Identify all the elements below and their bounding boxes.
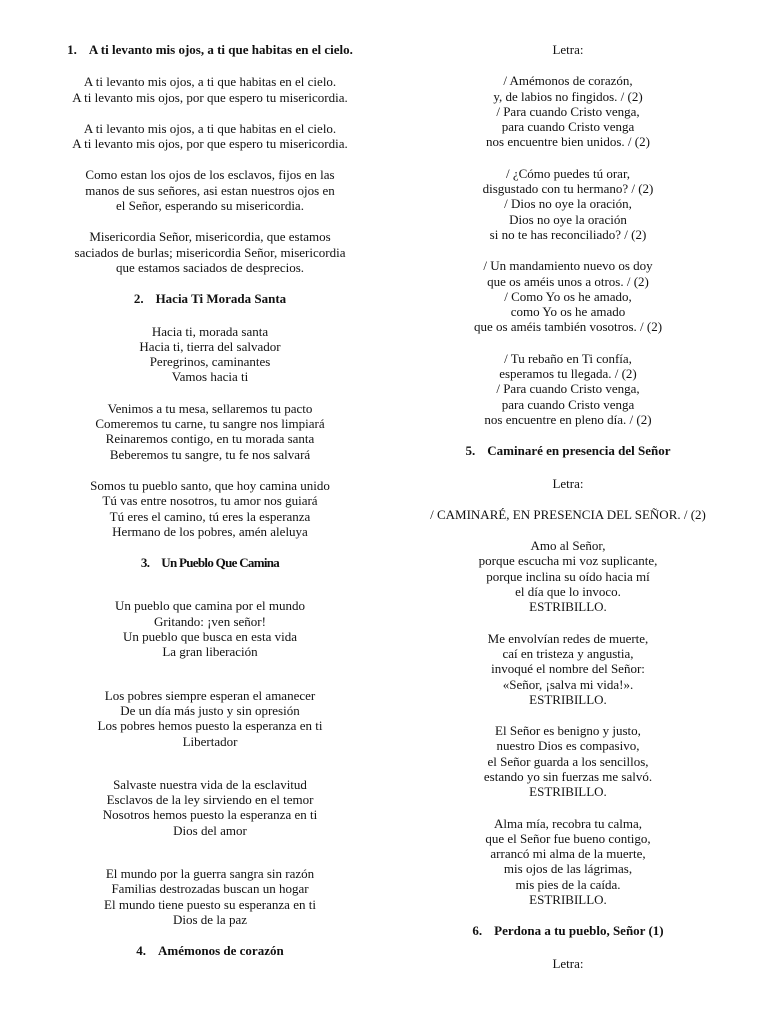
lyric-line: nos encuentre en pleno día. / (2) <box>484 411 652 427</box>
lyric-line: ESTRIBILLO. <box>529 892 607 908</box>
lyric-line: que os améis unos a otros. / (2) <box>487 273 649 289</box>
lyric-line: nuestro Dios es compasivo, <box>496 738 640 754</box>
song-5-stanza-4 <box>400 816 736 908</box>
lyric-line: Esclavos de la ley sirviendo en el temor <box>106 792 314 808</box>
song-1-title: A ti levanto mis ojos, a ti que habitas en el cielo. <box>88 42 353 57</box>
lyric-line: Gritando: ¡ven señor! <box>154 613 266 629</box>
lyric-line: el Señor guarda a los sencillos, <box>487 753 649 769</box>
lyric-line: que el Señor fue bueno contigo, <box>485 830 651 846</box>
song-1-heading <box>40 42 380 57</box>
lyric-line: saciados de burlas; misericordia Señor, misericordia <box>74 244 346 260</box>
lyric-line: / Como Yo os he amado, <box>504 288 632 304</box>
song-2-number: 2. <box>133 291 144 307</box>
lyric-line: ESTRIBILLO. <box>529 599 607 615</box>
lyric-line: esperamos tu llegada. / (2) <box>499 366 637 382</box>
lyric-line: A ti levanto mis ojos, por que espero tu misericordia. <box>72 89 348 105</box>
lyric-line: si no te has reconciliado? / (2) <box>489 226 647 242</box>
lyric-line: Familias destrozadas buscan un hogar <box>111 881 309 897</box>
song-3-stanza-1 <box>40 598 380 659</box>
lyric-line: Dios no oye la oración <box>509 211 627 227</box>
lyric-line: Tú eres el camino, tú eres la esperanza <box>109 508 311 524</box>
song-3-heading <box>40 555 380 570</box>
song-1-stanza-4 <box>40 229 380 275</box>
song-2-stanza-1 <box>40 324 380 385</box>
lyric-line: / Amémonos de corazón, <box>503 73 633 89</box>
lyric-line: el Señor, esperando su misericordia. <box>116 198 304 214</box>
lyric-line: Vamos hacia ti <box>171 369 249 385</box>
lyric-line: el día que lo invoco. <box>515 584 621 600</box>
song-1-stanza-3 <box>40 167 380 213</box>
song-1-stanza-1 <box>40 74 380 105</box>
song-6-letra-label <box>400 956 736 971</box>
lyric-line: que os améis también vosotros. / (2) <box>473 319 663 335</box>
lyric-line: Me envolvían redes de muerte, <box>487 630 649 646</box>
song-5-stanza-2 <box>400 631 736 707</box>
lyric-line: «Señor, ¡salva mi vida!». <box>502 676 634 692</box>
letra-label: Letra: <box>552 475 584 491</box>
left-column <box>40 42 380 958</box>
lyric-line: Misericordia Señor, misericordia, que estamos <box>89 229 331 245</box>
lyric-line: para cuando Cristo venga <box>501 396 635 412</box>
song-5-number: 5. <box>465 443 476 459</box>
lyric-line: El mundo por la guerra sangra sin razón <box>105 865 315 881</box>
lyric-line: De un día más justo y sin opresión <box>120 702 300 718</box>
song-6-heading <box>400 923 736 938</box>
song-3-stanza-4 <box>40 866 380 927</box>
lyric-line: ESTRIBILLO. <box>529 691 607 707</box>
lyric-line: A ti levanto mis ojos, a ti que habitas en el cielo. <box>83 120 337 136</box>
song-4-letra-label <box>400 42 736 57</box>
lyric-line: A ti levanto mis ojos, por que espero tu misericordia. <box>72 136 348 152</box>
lyric-line: / Tu rebaño en Ti confía, <box>504 350 632 366</box>
lyric-line: / Para cuando Cristo venga, <box>496 103 640 119</box>
song-1-stanza-2 <box>40 121 380 152</box>
song-4-stanza-3 <box>400 258 736 334</box>
lyric-line: caí en tristeza y angustia, <box>502 645 634 661</box>
lyric-line: arrancó mi alma de la muerte, <box>490 846 646 862</box>
lyric-line: Hacia ti, tierra del salvador <box>139 338 281 354</box>
lyric-line: Peregrinos, caminantes <box>149 354 271 370</box>
lyric-line: Como estan los ojos de los esclavos, fijos en las <box>85 167 335 183</box>
song-3-stanza-3 <box>40 777 380 838</box>
letra-label: Letra: <box>552 42 584 57</box>
song-5-stanza-3 <box>400 723 736 799</box>
song-3-stanza-2 <box>40 688 380 749</box>
song-4-heading <box>40 943 380 958</box>
song-5-stanza-1 <box>400 538 736 614</box>
lyric-line: / Para cuando Cristo venga, <box>496 381 640 397</box>
song-4-stanza-4 <box>400 351 736 427</box>
right-column <box>400 42 736 987</box>
lyric-line: para cuando Cristo venga <box>501 119 635 135</box>
lyric-line: Venimos a tu mesa, sellaremos tu pacto <box>107 400 313 416</box>
lyric-line: El Señor es benigno y justo, <box>495 723 641 739</box>
lyric-line: que estamos saciados de desprecios. <box>115 259 305 275</box>
lyric-line: mis ojos de las lágrimas, <box>503 861 633 877</box>
lyric-line: mis pies de la caída. <box>515 876 621 892</box>
lyric-line: porque inclina su oído hacia mí <box>486 568 650 584</box>
lyric-line: porque escucha mi voz suplicante, <box>478 553 658 569</box>
lyric-line: nos encuentre bien unidos. / (2) <box>486 134 650 150</box>
lyric-line: / Un mandamiento nuevo os doy <box>483 258 653 274</box>
letra-label: Letra: <box>552 955 584 971</box>
lyric-line: estando yo sin fuerzas me salvó. <box>483 768 653 784</box>
lyric-line: manos de sus señores, asi estan nuestros ojos en <box>85 182 335 198</box>
song-4-number: 4. <box>136 943 147 959</box>
lyric-line: Dios del amor <box>173 822 247 838</box>
lyric-line: Los pobres siempre esperan el amanecer <box>104 687 316 703</box>
lyric-line: Libertador <box>182 733 238 749</box>
song-3-number: 3. <box>140 555 150 571</box>
song-4-stanza-2 <box>400 166 736 242</box>
lyric-line: Beberemos tu sangre, tu fe nos salvará <box>109 446 311 462</box>
lyric-line: La gran liberación <box>162 644 258 660</box>
song-1-number: 1. <box>67 42 77 57</box>
lyric-line: Tú vas entre nosotros, tu amor nos guiará <box>102 493 318 509</box>
lyric-line: Salvaste nuestra vida de la esclavitud <box>113 776 307 792</box>
lyric-line: Amo al Señor, <box>530 538 606 554</box>
lyric-line: invoqué el nombre del Señor: <box>491 661 645 677</box>
lyric-line: Dios de la paz <box>172 911 247 927</box>
lyric-line: Comeremos tu carne, tu sangre nos limpiará <box>95 416 325 432</box>
lyric-line: A ti levanto mis ojos, a ti que habitas en el cielo. <box>83 74 337 90</box>
song-2-heading <box>40 291 380 306</box>
lyric-line: Hermano de los pobres, amén aleluya <box>112 523 308 539</box>
lyric-line: Hacia ti, morada santa <box>151 323 269 339</box>
lyric-line: y, de labios no fingidos. / (2) <box>493 88 643 104</box>
lyric-line: ESTRIBILLO. <box>529 784 607 800</box>
lyric-line: / Dios no oye la oración, <box>504 196 632 212</box>
lyric-line: El mundo tiene puesto su esperanza en ti <box>104 896 316 912</box>
lyric-line: Un pueblo que camina por el mundo <box>115 598 305 614</box>
lyric-line: como Yo os he amado <box>510 304 626 320</box>
lyric-line: Alma mía, recobra tu calma, <box>494 815 642 831</box>
lyric-line: Los pobres hemos puesto la esperanza en ti <box>97 718 323 734</box>
song-5-chorus <box>400 507 736 522</box>
song-6-title: Perdona a tu pueblo, Señor (1) <box>494 923 664 939</box>
lyric-line: Nosotros hemos puesto la esperanza en ti <box>102 807 318 823</box>
song-3-title: Un Pueblo Que Camina <box>161 555 280 571</box>
song-5-heading <box>400 443 736 458</box>
lyric-line: disgustado con tu hermano? / (2) <box>482 181 654 197</box>
song-6-number: 6. <box>472 923 483 939</box>
song-5-letra-label <box>400 476 736 491</box>
song-2-stanza-3 <box>40 478 380 539</box>
lyric-line: / ¿Cómo puedes tú orar, <box>505 165 631 181</box>
song-4-title: Amémonos de corazón <box>158 943 284 959</box>
song-2-stanza-2 <box>40 401 380 462</box>
lyric-line: Un pueblo que busca en esta vida <box>122 629 297 645</box>
lyric-line: Reinaremos contigo, en tu morada santa <box>105 431 315 447</box>
lyric-line: Somos tu pueblo santo, que hoy camina unido <box>90 477 330 493</box>
song-4-stanza-1 <box>400 73 736 149</box>
song-5-title: Caminaré en presencia del Señor <box>487 443 671 459</box>
song-2-title: Hacia Ti Morada Santa <box>155 291 287 307</box>
chorus-line: / CAMINARÉ, EN PRESENCIA DEL SEÑOR. / (2) <box>430 506 706 522</box>
